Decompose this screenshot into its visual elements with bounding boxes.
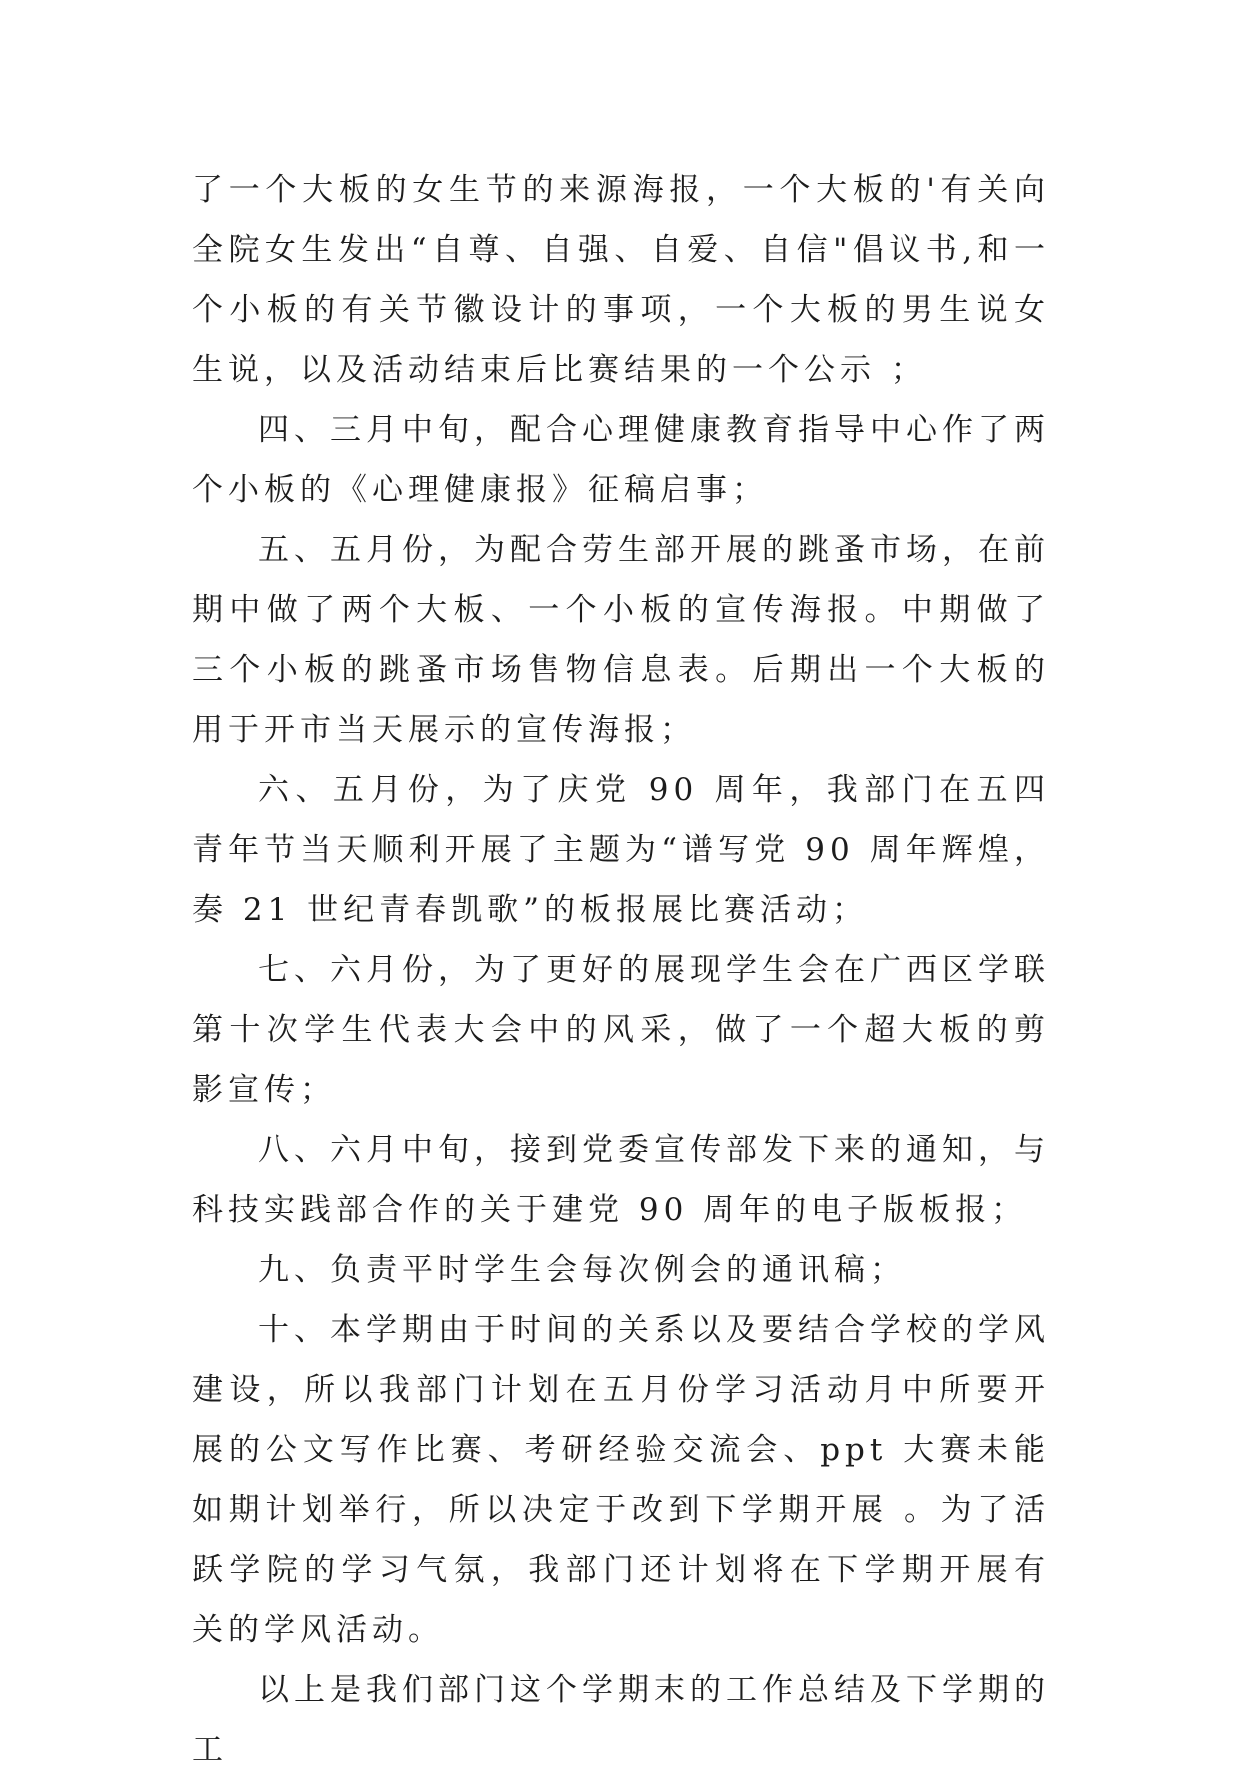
paragraph-item-4: 四、三月中旬，配合心理健康教育指导中心作了两个小板的《心理健康报》征稿启事；	[192, 412, 1050, 508]
paragraph-item-10: 十、本学期由于时间的关系以及要结合学校的学风建设，所以我部门计划在五月份学习活动月中所要开展的公文写作比赛、考研经验交流会、ppt 大赛未能如期计划举行，所以决定于改到下学期开展 。为了活跃学院的学习气氛，我部门还计划将在下学期开展有关的学风活动。	[192, 1312, 1050, 1648]
paragraph-conclusion: 以上是我们部门这个学期末的工作总结及下学期的工	[192, 1672, 1050, 1768]
paragraph-item-5: 五、五月份，为配合劳生部开展的跳蚤市场，在前期中做了两个大板、一个小板的宣传海报。中期做了三个小板的跳蚤市场售物信息表。后期出一个大板的用于开市当天展示的宣传海报；	[192, 532, 1050, 748]
paragraph-item-6: 六、五月份，为了庆党 90 周年，我部门在五四青年节当天顺利开展了主题为“谱写党 90 周年辉煌，奏 21 世纪青春凯歌”的板报展比赛活动；	[192, 772, 1050, 928]
paragraph-item-7: 七、六月份，为了更好的展现学生会在广西区学联第十次学生代表大会中的风采，做了一个超大板的剪影宣传；	[192, 952, 1050, 1108]
paragraph-women-day-posters: 了一个大板的女生节的来源海报，一个大板的'有关向全院女生发出“自尊、自强、自爱、自信"倡议书,和一个小板的有关节徽设计的事项，一个大板的男生说女生说，以及活动结束后比赛结果的一个公示 ；	[192, 172, 1050, 388]
document-body	[192, 160, 1050, 1780]
paragraph-item-9: 九、负责平时学生会每次例会的通讯稿；	[258, 1252, 906, 1288]
paragraph-item-8: 八、六月中旬，接到党委宣传部发下来的通知，与科技实践部合作的关于建党 90 周年的电子版板报；	[192, 1132, 1050, 1228]
